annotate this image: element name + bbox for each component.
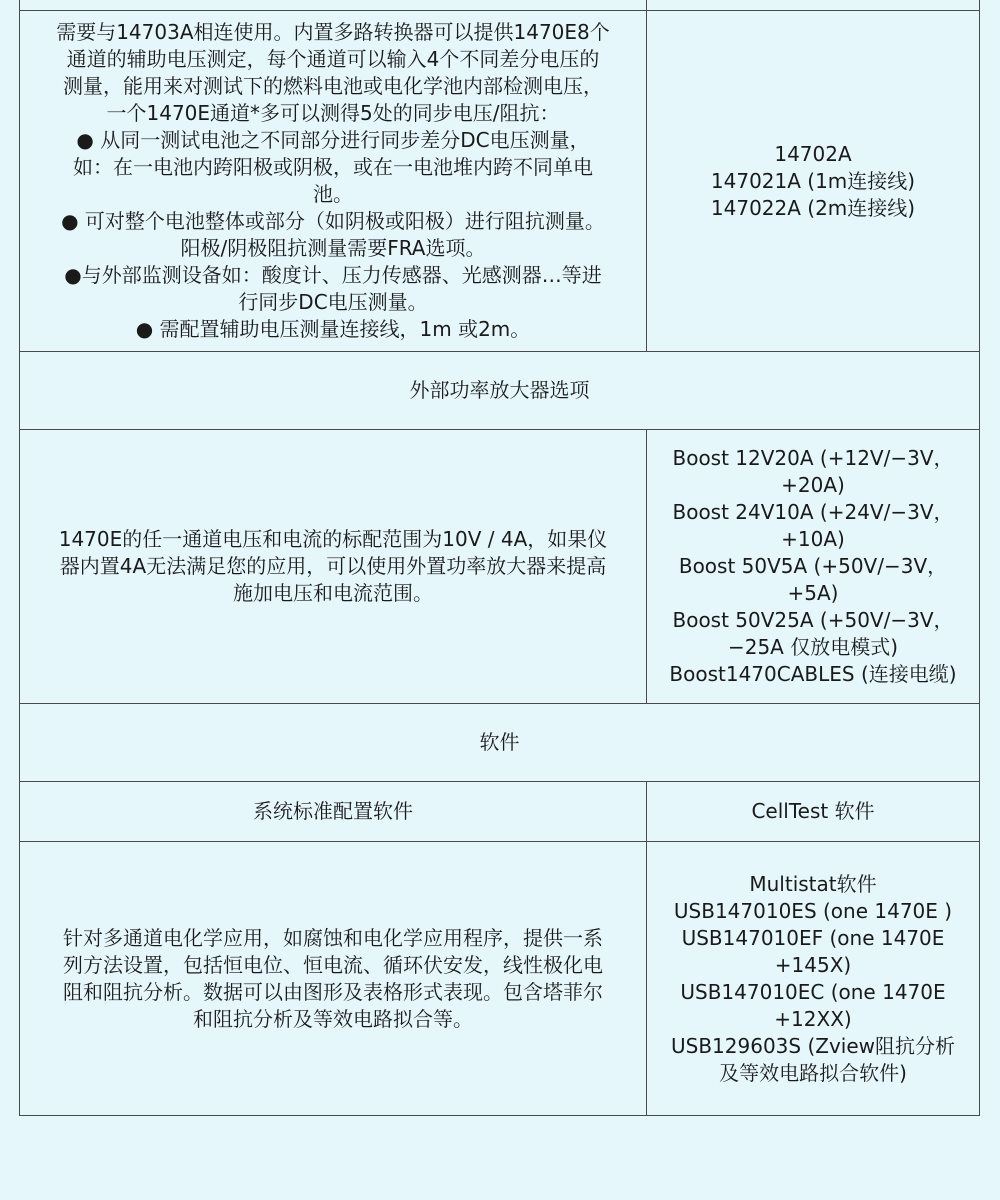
description-line: 施加电压和电流范围。 (233, 581, 433, 605)
description-line: 和阻抗分析及等效电路拟合等。 (193, 1006, 473, 1031)
part-number-line: 14702A (774, 141, 852, 166)
description-line: ● 从同一测试电池之不同部分进行同步差分DC电压测量， (76, 128, 590, 152)
software-section-title: 软件 (20, 704, 980, 782)
part-number-line: USB129603S (Zview阻抗分析 (670, 1033, 955, 1058)
part-number-line: +20A) (781, 473, 845, 497)
part-number-line: Boost1470CABLES (连接电缆) (669, 662, 957, 686)
description-line: ● 可对整个电池整体或部分（如阴极或阳极）进行阻抗测量。 (61, 209, 605, 233)
software-standard-header: 系统标准配置软件 (20, 782, 647, 842)
part-number-line: Boost 12V20A (+12V/−3V， (672, 446, 954, 470)
part-number-line: USB147010ES (one 1470E ) (673, 898, 953, 923)
part-number-line: Multistat软件 (749, 871, 877, 896)
part-number-line: +145X) (774, 952, 852, 977)
part-number-line: USB147010EC (one 1470E (680, 979, 946, 1004)
software-description (20, 842, 647, 1116)
part-number-line: 147021A (1m连接线) (710, 168, 916, 193)
description-line: 测量，能用来对测试下的燃料电池或电化学池内部检测电压， (63, 74, 603, 98)
description-line: 如：在一电池内跨阳极或阴极，或在一电池堆内跨不同单电 (73, 155, 593, 179)
aux-voltage-parts (647, 11, 980, 352)
description-line: 通道的辅助电压测定，每个通道可以输入4个不同差分电压的 (66, 47, 600, 71)
description-line: 一个1470E通道*多可以测得5处的同步电压/阻抗： (106, 101, 560, 125)
description-line: 阳极/阴极阻抗测量需要FRA选项。 (180, 236, 486, 260)
part-number-line: −25A 仅放电模式) (727, 635, 899, 659)
description-line: 1470E的任一通道电压和电流的标配范围为10V / 4A，如果仪 (58, 527, 608, 551)
table-cell-top-right (647, 0, 980, 11)
software-parts (647, 842, 980, 1116)
table-cell-top-left (20, 0, 647, 11)
aux-voltage-row (20, 11, 980, 352)
part-number-line: +12XX) (774, 1006, 852, 1031)
booster-parts (647, 430, 980, 704)
description-line: 阻和阻抗分析。数据可以由图形及表格形式表现。包含塔菲尔 (63, 979, 603, 1004)
description-line: 器内置4A无法满足您的应用，可以使用外置功率放大器来提高 (59, 554, 607, 578)
part-number-line: 147022A (2m连接线) (710, 195, 916, 220)
description-line: ● 需配置辅助电压测量连接线，1m 或2m。 (135, 317, 531, 341)
description-line: 针对多通道电化学应用，如腐蚀和电化学应用程序，提供一系 (63, 925, 603, 950)
aux-voltage-description (20, 11, 647, 352)
booster-section-title: 外部功率放大器选项 (20, 352, 980, 430)
booster-description (20, 430, 647, 704)
part-number-line: +5A) (787, 581, 839, 605)
description-line: 行同步DC电压测量。 (238, 290, 428, 314)
description-line: 池。 (313, 182, 353, 206)
software-header-row (20, 782, 980, 842)
part-number-line: +10A) (781, 527, 845, 551)
part-number-line: Boost 50V5A (+50V/−3V， (678, 554, 948, 578)
table-row (20, 0, 980, 11)
part-number-line: Boost 50V25A (+50V/−3V， (672, 608, 954, 632)
part-number-line: Boost 24V10A (+24V/−3V， (672, 500, 954, 524)
table-row (20, 704, 980, 782)
booster-row (20, 430, 980, 704)
description-line: 需要与14703A相连使用。内置多路转换器可以提供1470E8个 (56, 20, 610, 44)
description-line: ●与外部监测设备如：酸度计、压力传感器、光感测器…等进 (64, 263, 602, 287)
software-row (20, 842, 980, 1116)
table-row (20, 352, 980, 430)
part-number-line: USB147010EF (one 1470E (681, 925, 945, 950)
part-number-line: 及等效电路拟合软件) (719, 1060, 907, 1085)
description-line: 列方法设置，包括恒电位、恒电流、循环伏安发，线性极化电 (63, 952, 603, 977)
software-celltest-header: CellTest 软件 (647, 782, 980, 842)
spec-table (19, 0, 980, 1116)
